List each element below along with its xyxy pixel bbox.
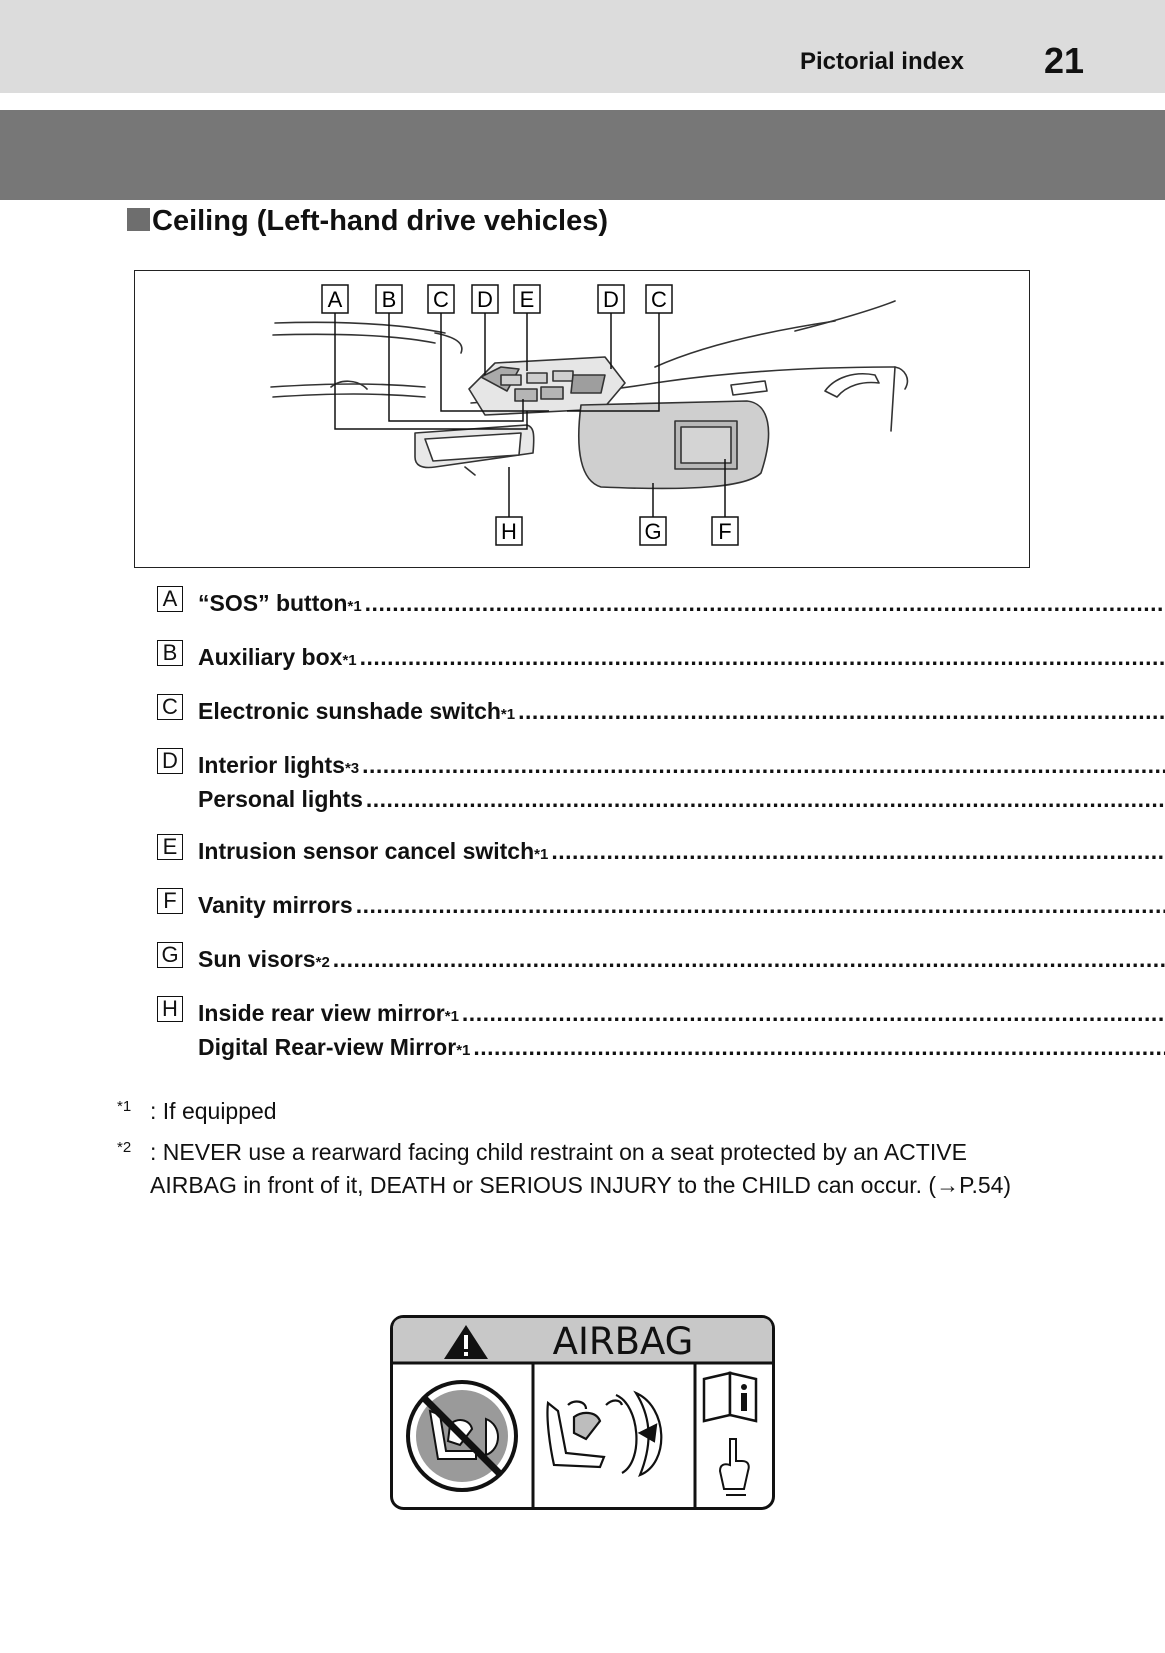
legend-list — [157, 586, 1000, 1082]
legend-entry: Auxiliary box *1 ..... — [198, 640, 1165, 674]
title-square-icon — [127, 208, 150, 231]
callout-c-right — [646, 285, 672, 313]
legend-letter: D — [157, 748, 183, 774]
legend-entry: “SOS” button *1 ..... — [198, 586, 1165, 620]
entry-label: Vanity mirrors — [198, 892, 353, 918]
legend-item-h — [157, 996, 1000, 1064]
entry-label: Digital Rear-view Mirror — [198, 1034, 457, 1060]
header-band — [0, 0, 1165, 93]
svg-text:E: E — [519, 287, 535, 312]
no-rear-facing-child-seat-icon — [408, 1382, 516, 1490]
airbag-title: AIRBAG — [552, 1320, 694, 1363]
callout-g — [640, 517, 666, 545]
footnote-mark: *2 — [117, 1139, 132, 1156]
legend-entry: Inside rear view mirror *1 ..... — [198, 996, 1165, 1030]
svg-text:C: C — [433, 287, 449, 312]
callout-e — [514, 285, 540, 313]
header-section-label: Pictorial index — [799, 48, 964, 75]
entry-label: Electronic sunshade switch — [198, 698, 501, 724]
legend-letter: C — [157, 694, 183, 720]
legend-entry: Intrusion sensor cancel switch *1 ..... — [198, 834, 1165, 868]
callout-d-left — [472, 285, 498, 313]
footnote — [117, 1136, 1037, 1202]
entry-label: Intrusion sensor cancel switch — [198, 838, 535, 864]
footnote-mark: *1 — [117, 1098, 132, 1115]
legend-letter: G — [157, 942, 183, 968]
chapter-band — [0, 110, 1165, 200]
legend-item-g — [157, 942, 1000, 976]
entry-label: Inside rear view mirror — [198, 1000, 445, 1026]
legend-item-c — [157, 694, 1000, 728]
svg-text:A: A — [327, 287, 343, 312]
footnote — [117, 1095, 1037, 1128]
svg-text:F: F — [718, 519, 732, 544]
legend-letter: F — [157, 888, 183, 914]
entry-label: Personal lights — [198, 786, 363, 812]
page-number: 21 — [1043, 40, 1084, 81]
svg-text:G: G — [644, 519, 662, 544]
section-title — [127, 205, 608, 238]
legend-letter: A — [157, 586, 183, 612]
entry-label: Sun visors — [198, 946, 316, 972]
svg-text:H: H — [501, 519, 517, 544]
legend-entry — [198, 888, 1165, 922]
legend-letter: B — [157, 640, 183, 666]
legend-entry: Interior lights *3 ..... — [198, 748, 1165, 782]
entry-label: “SOS” button — [198, 590, 348, 616]
footnote-text: : NEVER use a rearward facing child restraint on a seat protected by an ACTIVE AIRBAG in front of it, DEATH or SERIOUS INJURY to the CHILD can occur. (→P.54) — [150, 1139, 1012, 1198]
svg-text:B: B — [381, 287, 397, 312]
legend-item-d — [157, 748, 1000, 816]
entry-label: Interior lights — [198, 752, 345, 778]
ceiling-illustration — [134, 270, 1030, 568]
airbag-warning-label — [390, 1315, 775, 1510]
svg-text:C: C — [651, 287, 667, 312]
legend-entry: Sun visors *2 ..... — [198, 942, 1165, 976]
legend-entry: Digital Rear-view Mirror *1 ..... — [198, 1030, 1165, 1064]
callout-c-left — [428, 285, 454, 313]
legend-item-e — [157, 834, 1000, 868]
read-manual-icon — [704, 1373, 756, 1421]
footnote-text: : If equipped — [150, 1098, 277, 1124]
svg-text:D: D — [603, 287, 619, 312]
legend-item-b — [157, 640, 1000, 674]
legend-item-f — [157, 888, 1000, 922]
footnotes — [117, 1095, 1037, 1210]
callout-b — [376, 285, 402, 313]
legend-item-a — [157, 586, 1000, 620]
legend-letter: H — [157, 996, 183, 1022]
svg-text:D: D — [477, 287, 493, 312]
entry-label: Auxiliary box — [198, 644, 343, 670]
legend-entry — [198, 782, 1165, 816]
callout-f — [712, 517, 738, 545]
legend-entry: Electronic sunshade switch *1 ..... — [198, 694, 1165, 728]
callout-h — [496, 517, 522, 545]
section-title-text: Ceiling (Left-hand drive vehicles) — [152, 205, 609, 237]
callout-d-right — [598, 285, 624, 313]
callout-a — [322, 285, 348, 313]
ceiling-diagram — [135, 271, 1031, 569]
legend-letter: E — [157, 834, 183, 860]
